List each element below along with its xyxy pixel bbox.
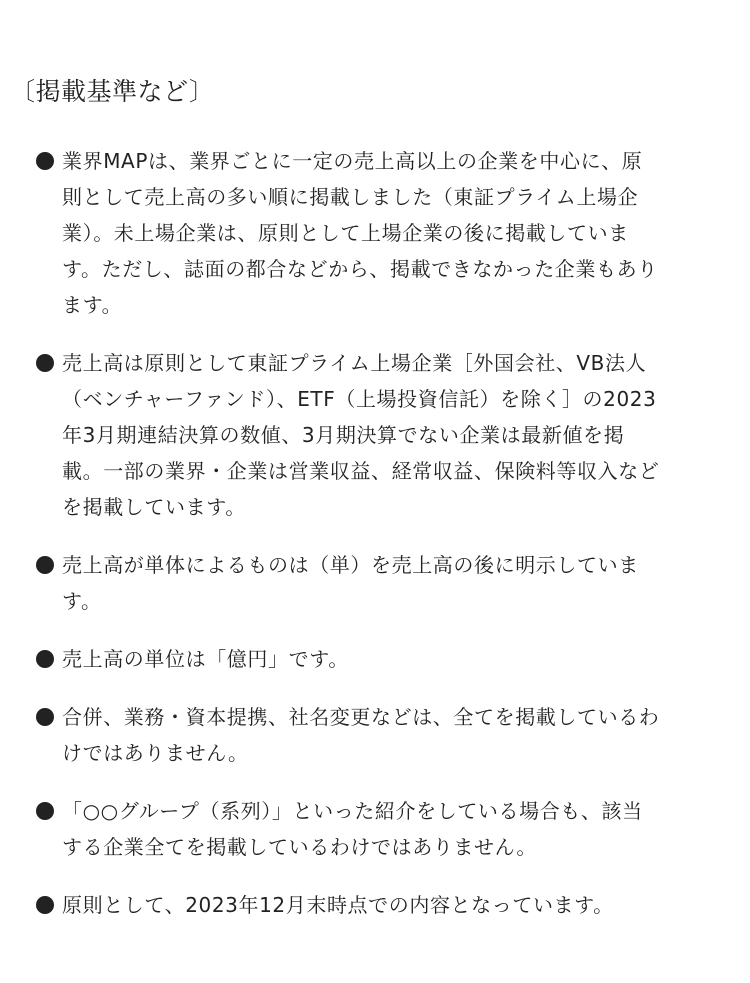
item-line: 売上高は原則として東証プライム上場企業［外国会社、VB法人 [62, 351, 647, 375]
item-line: ます。 [62, 293, 123, 317]
bullet-icon [36, 708, 54, 726]
list-item [36, 345, 716, 525]
item-line: 業）。未上場企業は、原則として上場企業の後に掲載していま [62, 221, 629, 245]
item-line: 業界MAPは、業界ごとに一定の売上高以上の企業を中心に、原 [62, 149, 643, 173]
list-item [36, 143, 716, 323]
bullet-icon [36, 152, 54, 170]
bullet-icon [36, 896, 54, 914]
item-line: 合併、業務・資本提携、社名変更などは、全てを掲載しているわ [62, 705, 660, 729]
item-line: けではありません。 [62, 741, 249, 765]
list-item [36, 793, 716, 865]
item-line: 年3月期連結決算の数値、3月期決算でない企業は最新値を掲 [62, 423, 625, 447]
item-line: 売上高が単体によるものは（単）を売上高の後に明示していま [62, 553, 639, 577]
section-title: 〔掲載基準など〕 [10, 77, 215, 106]
item-line: 則として売上高の多い順に掲載しました（東証プライム上場企 [62, 185, 639, 209]
list-item [36, 887, 716, 923]
bullet-icon [36, 802, 54, 820]
bullet-icon [36, 650, 54, 668]
item-line: （ベンチャーファンド）、ETF（上場投資信託）を除く］の2023 [62, 387, 657, 411]
list-item [36, 641, 716, 677]
list-item [36, 699, 716, 771]
item-line: を掲載しています。 [62, 495, 246, 519]
bullet-icon [36, 556, 54, 574]
item-line: す。ただし、誌面の都合などから、掲載できなかった企業もあり [62, 257, 658, 281]
item-line: する企業全てを掲載しているわけではありません。 [62, 835, 537, 859]
item-line: 「○○グループ（系列）」といった紹介をしている場合も、該当 [62, 799, 643, 823]
bullet-icon [36, 354, 54, 372]
criteria-list [36, 143, 716, 945]
item-line: 売上高の単位は「億円」です。 [62, 647, 349, 671]
item-line: す。 [62, 589, 102, 613]
item-line: 載。一部の業界・企業は営業収益、経常収益、保険料等収入など [62, 459, 660, 483]
list-item [36, 547, 716, 619]
item-line: 原則として、2023年12月末時点での内容となっています。 [62, 893, 614, 917]
